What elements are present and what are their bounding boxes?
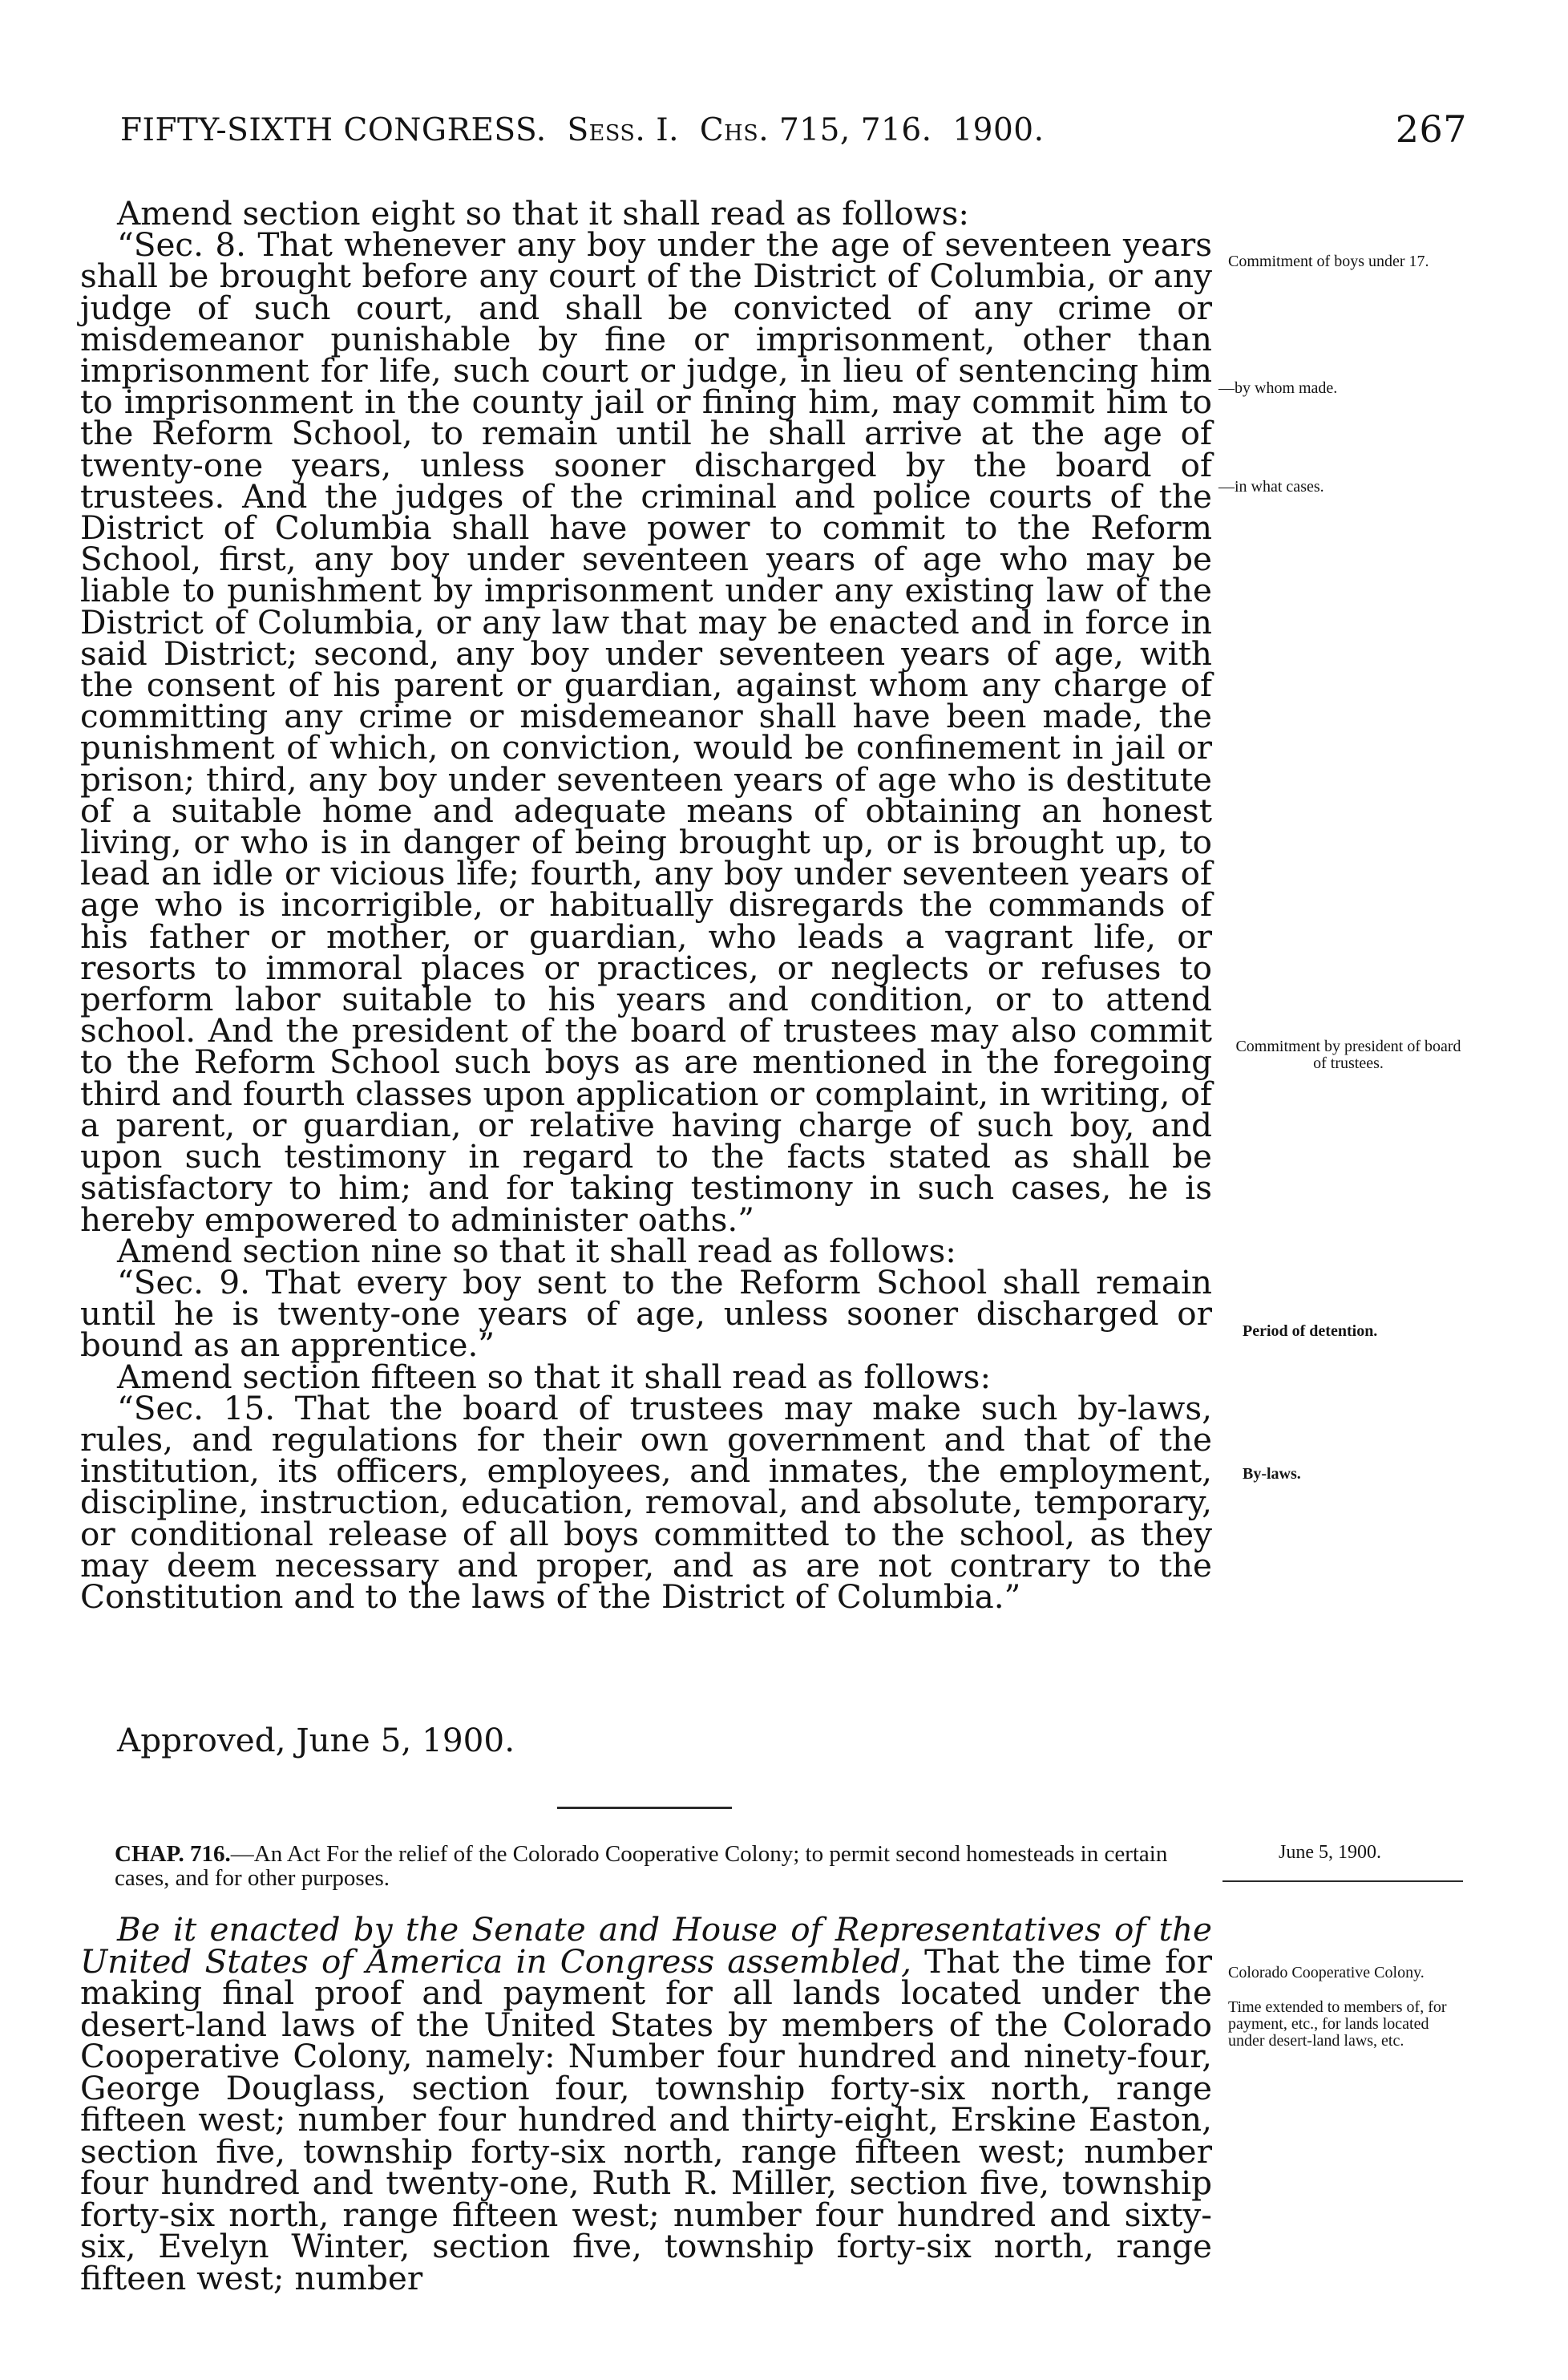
paragraph-section-9: “Sec. 9. That every boy sent to the Reform School shall remain until he is twenty-one years of age, unless sooner discharged or bound as an apprentice.” <box>80 1262 1212 1365</box>
date-divider <box>1222 1880 1463 1882</box>
running-title: FIFTY-SIXTH CONGRESS. <box>120 112 547 148</box>
paragraph-section-8: “Sec. 8. That whenever any boy under the age of seventeen years shall be brought before any court of the District of Columbia, or any judge of such court, and shall be convicted of any crime or misdemeanor punishable by fine or imprisonment, other than imprisonment for life, such court or judge, in lieu of sentencing him to imprisonment in the county jail or fining him, may commit him to the Reform School, to remain until he shall arrive at the age of twenty-one years, unless sooner discharged by the board of trustees. And the judges of the criminal and police courts of the District of Columbia shall have power to commit to the Reform School, first, any boy under seventeen years of age who may be liable to punishment by imprisonment under any existing law of the District of Columbia, or any law that may be enacted and in force in said District; second, any boy under seventeen years of age, with the consent of his parent or guardian, against whom any charge of committing any crime or misdemeanor shall have been made, the punishment of which, on conviction, would be confinement in jail or prison; third, any boy under seventeen years of age who is destitute of a suitable home and adequate means of obtaining an honest living, or who is in danger of being brought up, or is brought up, to lead an idle or vicious life; fourth, any boy under seventeen years of age who is incorrigible, or habitually disregards the commands of his father or mother, or guardian, who leads a vagrant life, or resorts to immoral places or practices, or neglects or refuses to perform labor suitable to his years and condition, or to attend school. And the president of the board of trustees may also commit to the Reform School such boys as are mentioned in the foregoing third and fourth classes upon application or complaint, in writing, of a parent, or guardian, or relative having charge of such boy, and upon such testimony in regard to the facts stated as shall be satisfactory to him; and for taking testimony in such cases, he is hereby empowered to administer oaths.” <box>80 225 1212 1239</box>
margin-note-commitment: Commitment of boys under 17. <box>1228 253 1429 270</box>
paragraph-section-15: “Sec. 15. That the board of trustees may make such by-laws, rules, and regulations for their own government and that of the institution, its officers, employees, and inmates, the employment, discipline, instruction, education, removal, and absolute, temporary, or conditional release of all boys committed to the school, as they may deem necessary and proper, and as are not contrary to the Constitution and to the laws of the District of Columbia.” <box>80 1388 1212 1616</box>
margin-note-president: Commitment by president of board of trustees. <box>1235 1038 1461 1072</box>
enacting-clause: Be it enacted by the Senate and House of Representatives of the United States of America in Congress assembled, <box>80 1910 1212 1981</box>
paragraph-amend-nine: Amend section nine so that it shall read as follows: <box>117 1231 956 1270</box>
margin-note-what-cases: —in what cases. <box>1218 478 1324 496</box>
paragraph-amend-fifteen: Amend section fifteen so that it shall read as follows: <box>117 1357 992 1396</box>
section-divider <box>557 1807 732 1809</box>
margin-note-colony: Colorado Cooperative Colony. <box>1228 1964 1425 1981</box>
year-label: 1900. <box>952 112 1045 148</box>
page-number: 267 <box>1395 107 1467 151</box>
enactment-body: That the time for making final proof and payment for all lands located under the desert-land laws of the United States by members of the Colorado Cooperative Colony, namely: Number four hundred and ninety-four, George Douglass, section four, township forty-six north, range fifteen west; number four hundred and thirty-eight, Erskine Easton, section five, township forty-six north, range fifteen west; number four hundred and twenty-one, Ruth R. Miller, section five, township forty-six north, range fifteen west; number four hundred and sixty-six, Evelyn Winter, section five, township forty-six north, range fifteen west; number <box>80 1941 1212 2297</box>
approved-line: Approved, June 5, 1900. <box>117 1721 515 1759</box>
margin-note-time-extended: Time extended to members of, for payment, etc., for lands located under desert-land laws, etc. <box>1228 1998 1447 2050</box>
session-label: Sess. I. <box>567 112 680 148</box>
chapter-title: —An Act For the relief of the Colorado Cooperative Colony; to permit second homesteads in certain cases, and for other purposes. <box>115 1841 1168 1891</box>
margin-note-bylaws: By-laws. <box>1243 1465 1301 1483</box>
paragraph-amend-eight: Amend section eight so that it shall read as follows: <box>117 194 970 233</box>
margin-note-detention: Period of detention. <box>1243 1322 1378 1340</box>
chapter-heading <box>115 1842 1209 1890</box>
chapter-date: June 5, 1900. <box>1279 1842 1381 1863</box>
chapter-label: CHAP. 716. <box>115 1841 231 1867</box>
margin-note-by-whom: —by whom made. <box>1218 379 1338 397</box>
enactment-paragraph <box>80 1910 1212 2297</box>
enactment-text <box>80 1910 1212 2297</box>
body-text <box>80 194 1212 1616</box>
running-header <box>120 107 1467 151</box>
chapters-label: Chs. 715, 716. <box>699 112 932 148</box>
